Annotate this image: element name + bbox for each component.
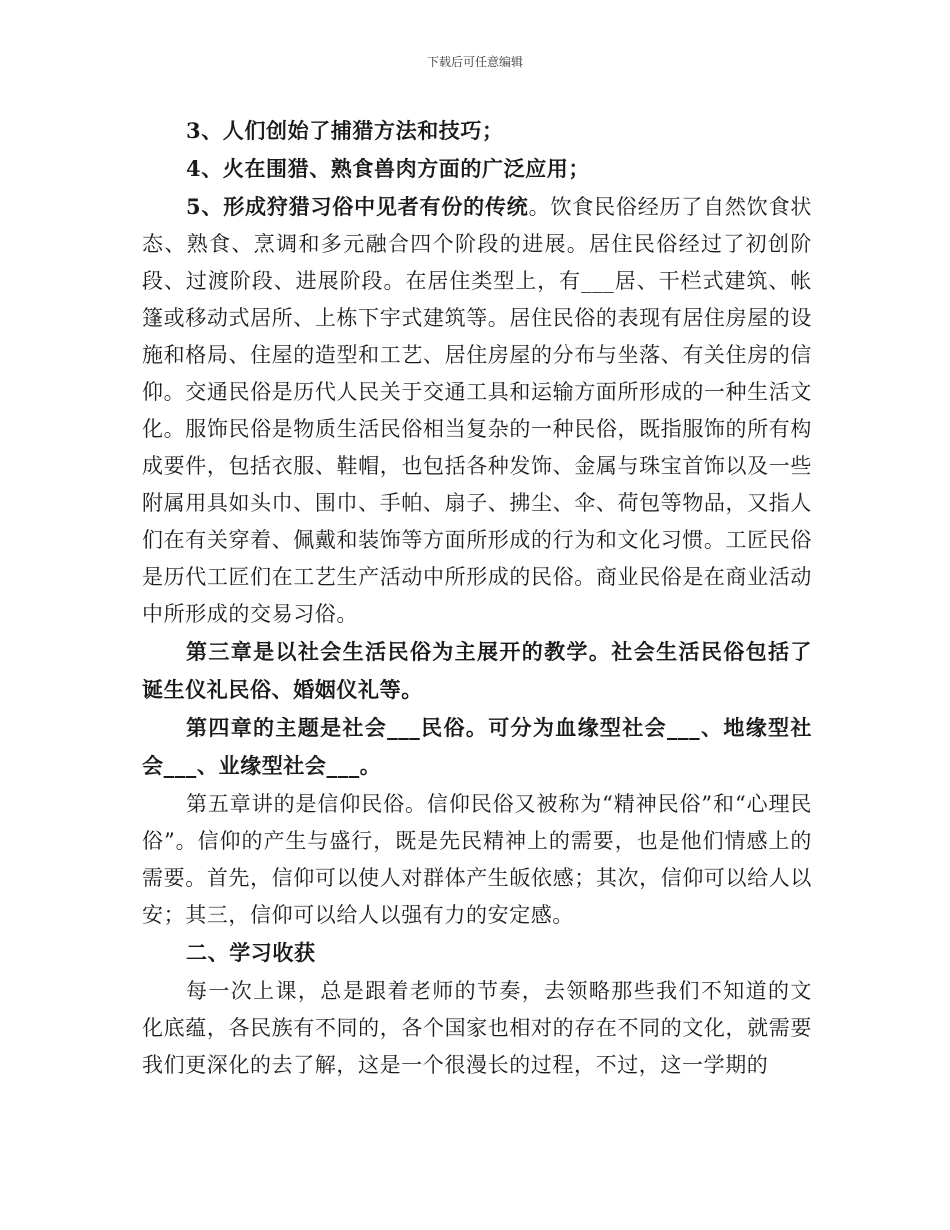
paragraph-6 [142, 785, 812, 934]
page-header: 下载后可任意编辑 [426, 55, 523, 69]
document-body [142, 112, 812, 1084]
paragraph-5-bold: 第四章的主题是社会___民俗。可分为血缘型社会___、地缘型社会___、业缘型社会___。 [142, 715, 812, 778]
paragraph-7 [142, 972, 812, 1084]
paragraph-3-text: 。饮食民俗经历了自然饮食状态、熟食、烹调和多元融合四个阶段的进展。居住民俗经过了初创阶段、过渡阶段、进展阶段。在居住类型上，有___居、干栏式建筑、帐篷或移动式居所、上栋下宇式建筑等。居住民俗的表现有居住房屋的设施和格局、住屋的造型和工艺、居住房屋的分布与坐落、有关住房的信仰。交通民俗是历代人民关于交通工具和运输方面所形成的一种生活文化。服饰民俗是物质生活民俗相当复杂的一种民俗，既指服饰的所有构成要件，包括衣服、鞋帽，也包括各种发饰、金属与珠宝首饰以及一些附属用具如头巾、围巾、手帕、扇子、拂尘、伞、荷包等物品，又指人们在有关穿着、佩戴和装饰等方面所形成的行为和文化习惯。工匠民俗是历代工匠们在工艺生产活动中所形成的民俗。商业民俗是在商业活动中所形成的交易习俗。 [142, 195, 812, 626]
section-heading-text: 二、学习收获 [186, 940, 316, 965]
paragraph-2 [142, 150, 812, 188]
paragraph-3 [142, 188, 812, 633]
paragraph-4 [142, 633, 812, 709]
paragraph-6-text: 第五章讲的是信仰民俗。信仰民俗又被称为“精神民俗”和“心理民俗”。信仰的产生与盛行，既是先民精神上的需要，也是他们情感上的需要。首先，信仰可以使人对群体产生皈依感；其次，信仰可以给人以安；其三，信仰可以给人以强有力的安定感。 [142, 792, 812, 927]
section-heading [142, 934, 812, 972]
paragraph-3-bold: 5、形成狩猎习俗中见者有份的传统 [186, 194, 529, 219]
paragraph-5 [142, 709, 812, 785]
paragraph-7-text: 每一次上课，总是跟着老师的节奏，去领略那些我们不知道的文化底蕴，各民族有不同的，各个国家也相对的存在不同的文化，就需要我们更深化的去了解，这是一个很漫长的过程，不过，这一学期的 [142, 979, 812, 1077]
paragraph-2-bold: 4、火在围猎、熟食兽肉方面的广泛应用； [186, 156, 591, 181]
paragraph-1-bold: 3、人们创始了捕猎方法和技巧； [186, 118, 504, 143]
paragraph-4-bold: 第三章是以社会生活民俗为主展开的教学。社会生活民俗包括了诞生仪礼民俗、婚姻仪礼等。 [142, 639, 812, 702]
paragraph-1 [142, 112, 812, 150]
